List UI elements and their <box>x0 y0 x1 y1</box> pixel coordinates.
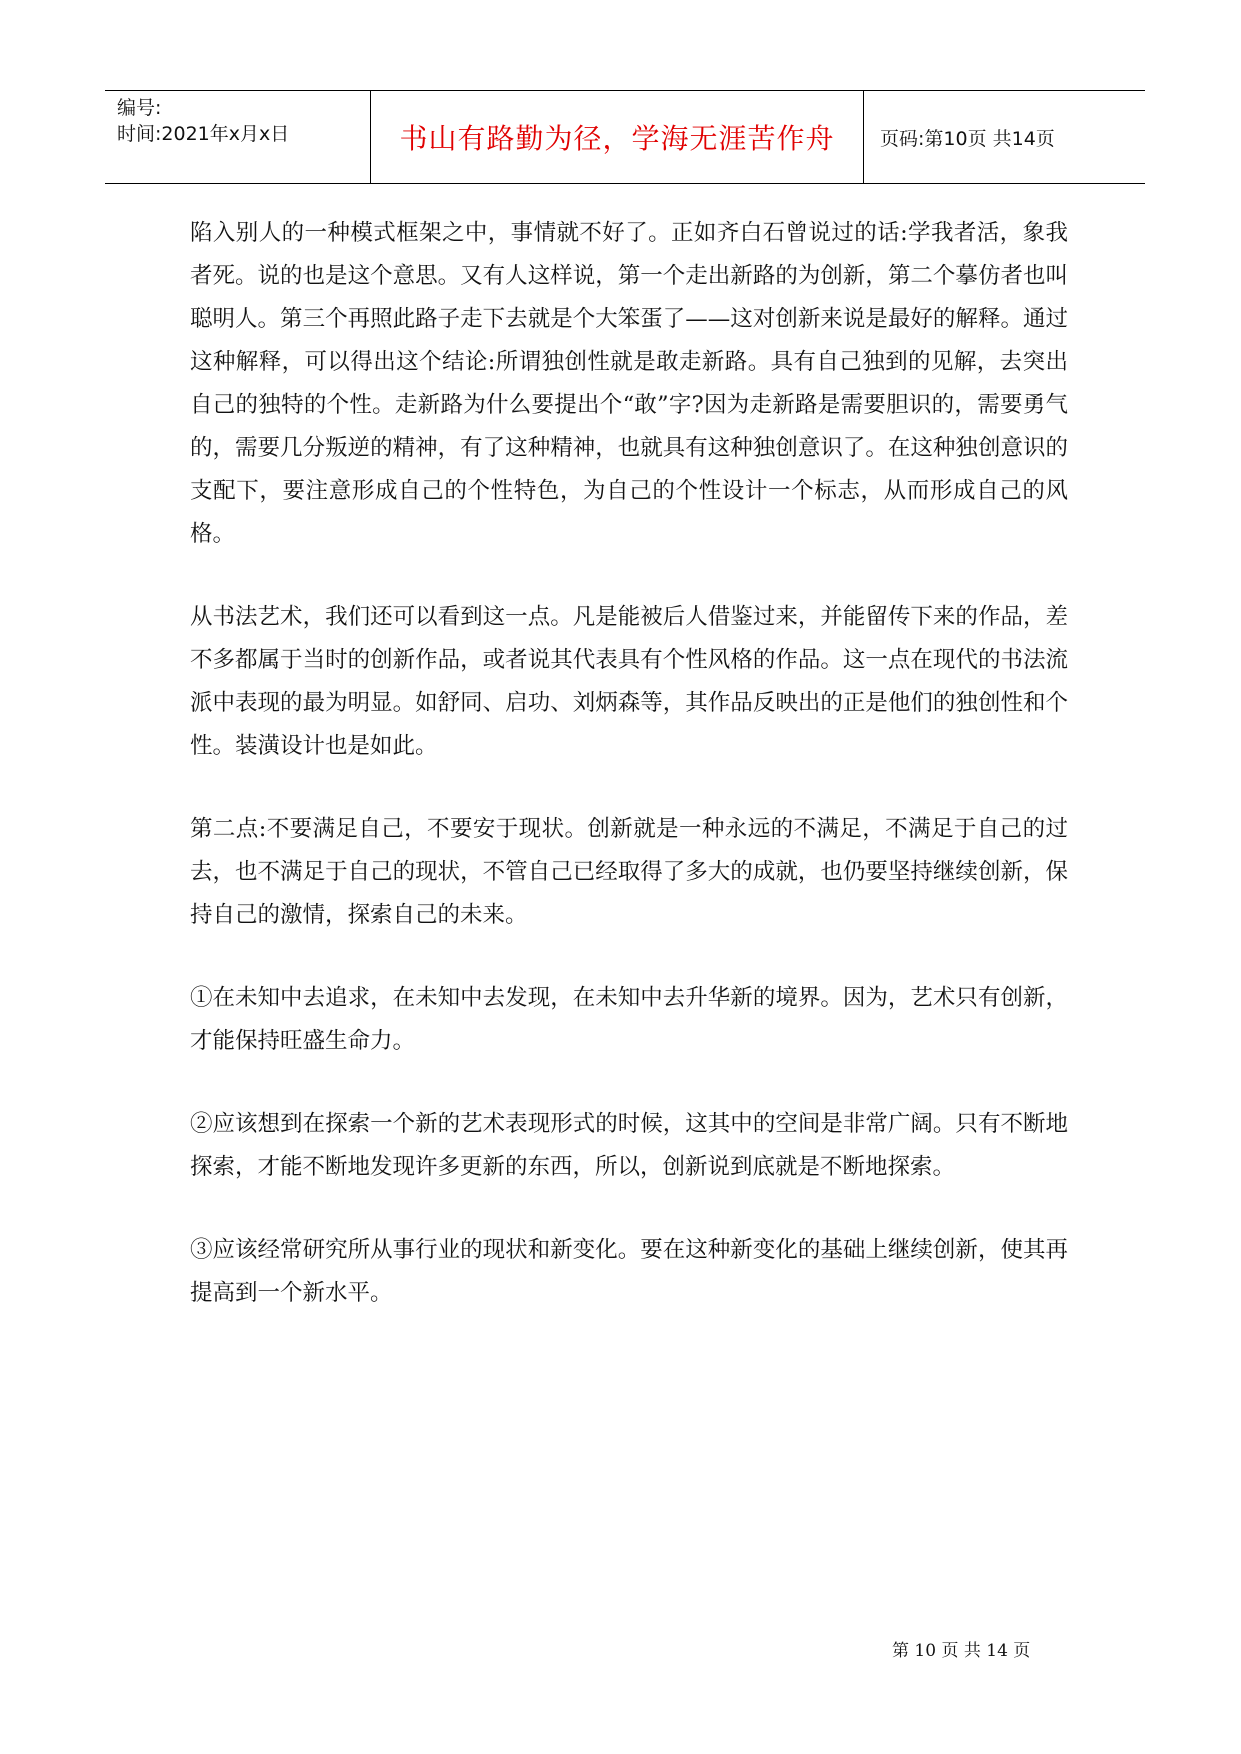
header-motto: 书山有路勤为径，学海无涯苦作舟 <box>370 91 864 183</box>
paragraph: ③应该经常研究所从事行业的现状和新变化。要在这种新变化的基础上继续创新，使其再提高到一个新水平。 <box>190 1237 1068 1306</box>
header-meta <box>117 95 367 147</box>
paragraph: 第二点:不要满足自己，不要安于现状。创新就是一种永远的不满足，不满足于自己的过去，也不满足于自己的现状，不管自己已经取得了多大的成就，也仍要坚持继续创新，保持自己的激情，探索自己的未来。 <box>190 816 1068 928</box>
document-number-label: 编号: <box>117 97 162 119</box>
paragraph: ②应该想到在探索一个新的艺术表现形式的时候，这其中的空间是非常广阔。只有不断地探索，才能不断地发现许多更新的东西，所以，创新说到底就是不断地探索。 <box>190 1111 1068 1180</box>
paragraph: ①在未知中去追求，在未知中去发现，在未知中去升华新的境界。因为，艺术只有创新，才能保持旺盛生命力。 <box>190 985 1068 1054</box>
page-header <box>105 90 1145 184</box>
header-page-label: 页码:第10页 共14页 <box>880 127 1055 150</box>
page-footer: 第 10 页 共 14 页 <box>892 1641 1031 1661</box>
document-body <box>190 212 1068 1355</box>
paragraph: 从书法艺术，我们还可以看到这一点。凡是能被后人借鉴过来，并能留传下来的作品，差不多都属于当时的创新作品，或者说其代表具有个性风格的作品。这一点在现代的书法流派中表现的最为明显。如舒同、启功、刘炳森等，其作品反映出的正是他们的独创性和个性。装潢设计也是如此。 <box>190 604 1068 759</box>
paragraph: 陷入别人的一种模式框架之中，事情就不好了。正如齐白石曾说过的话:学我者活，象我者死。说的也是这个意思。又有人这样说，第一个走出新路的为创新，第二个摹仿者也叫聪明人。第三个再照此路子走下去就是个大笨蛋了——这对创新来说是最好的解释。通过这种解释，可以得出这个结论:所谓独创性就是敢走新路。具有自己独到的见解，去突出自己的独特的个性。走新路为什么要提出个“敢”字?因为走新路是需要胆识的，需要勇气的，需要几分叛逆的精神，有了这种精神，也就具有这种独创意识了。在这种独创意识的支配下，要注意形成自己的个性特色，为自己的个性设计一个标志，从而形成自己的风格。 <box>190 220 1068 547</box>
document-time-label: 时间:2021年x月x日 <box>117 123 290 145</box>
